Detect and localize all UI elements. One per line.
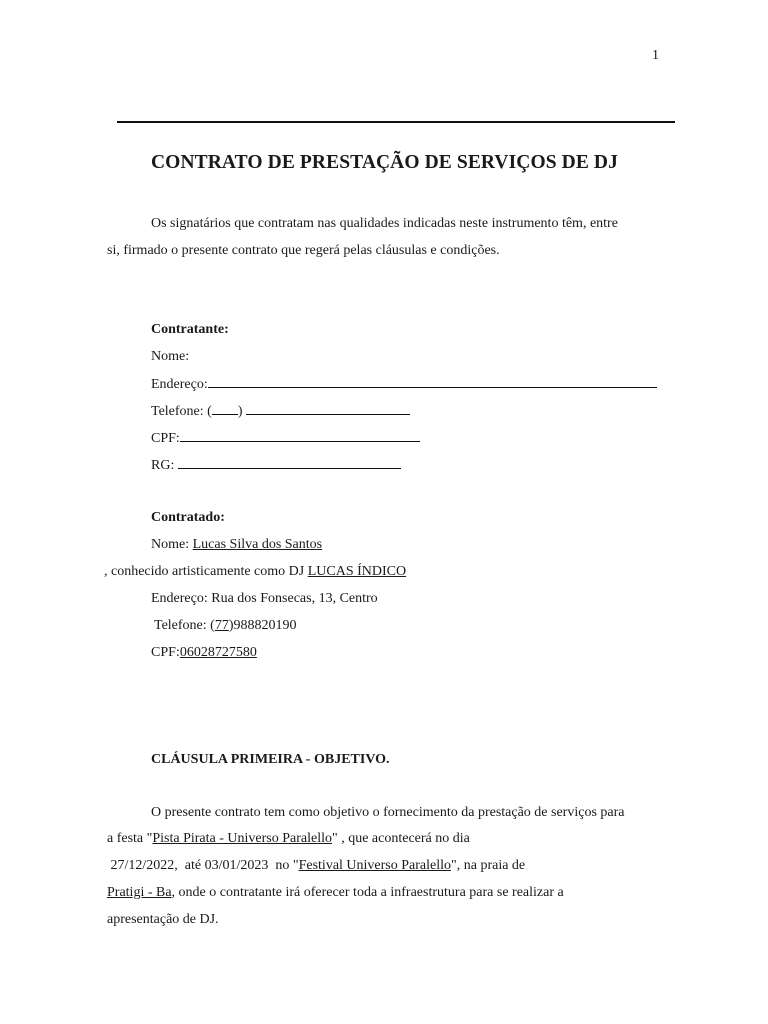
clausula-line-1: O presente contrato tem como objetivo o fornecimento da prestação de serviços para bbox=[151, 805, 625, 820]
endereco-blank-line bbox=[208, 375, 657, 388]
clausula-line-5: apresentação de DJ. bbox=[107, 912, 219, 927]
clausula-line-3 bbox=[107, 857, 525, 875]
telefone-blank-line bbox=[246, 402, 410, 415]
intro-line-2: si, firmado o presente contrato que regerá pelas cláusulas e condições. bbox=[107, 243, 500, 258]
contratado-telefone bbox=[154, 617, 297, 635]
contratante-cpf bbox=[151, 429, 420, 448]
contratado-endereco bbox=[151, 590, 378, 608]
artistic-name: LUCAS ÍNDICO bbox=[307, 564, 407, 579]
line2-suffix: " , que acontecerá no dia bbox=[332, 831, 470, 846]
clausula-primeira-heading: CLÁUSULA PRIMEIRA - OBJETIVO. bbox=[151, 752, 390, 767]
header-rule bbox=[117, 121, 675, 123]
contratado-cpf-value: 06028727580 bbox=[179, 645, 257, 660]
contratante-heading: Contratante: bbox=[151, 322, 229, 337]
contratado-endereco-value: Rua dos Fonsecas, 13, Centro bbox=[211, 591, 378, 606]
contratante-rg-label: RG: bbox=[151, 458, 178, 473]
rg-blank-line bbox=[178, 456, 401, 469]
contratado-endereco-label: Endereço: bbox=[151, 591, 212, 606]
place-name: Pratigi - Ba bbox=[107, 885, 172, 900]
line3-suffix: ", na praia de bbox=[451, 858, 526, 873]
contratante-telefone-label: Telefone: ( bbox=[151, 404, 212, 419]
contratante-rg bbox=[151, 456, 401, 475]
contratante-telefone-mid: ) bbox=[237, 404, 246, 419]
contratante-telefone bbox=[151, 402, 410, 421]
contratado-cpf-label: CPF: bbox=[151, 645, 180, 660]
telefone-ddd-blank bbox=[212, 402, 238, 415]
contratado-nome-label: Nome: bbox=[151, 537, 193, 552]
clausula-line-2 bbox=[107, 830, 470, 848]
contratado-telefone-label: Telefone: ( bbox=[154, 618, 215, 633]
page-number: 1 bbox=[652, 48, 659, 63]
artistic-prefix: , conhecido artisticamente como DJ bbox=[104, 564, 308, 579]
contratado-telefone-ddd: 77 bbox=[214, 618, 229, 633]
contratado-telefone-number: )988820190 bbox=[228, 618, 297, 633]
contratante-nome bbox=[151, 348, 189, 366]
contratante-endereco-label: Endereço: bbox=[151, 377, 208, 392]
contratante-cpf-label: CPF: bbox=[151, 431, 180, 446]
contratado-nome bbox=[151, 536, 322, 554]
contratado-cpf bbox=[151, 644, 257, 662]
festa-name: Pista Pirata - Universo Paralello bbox=[152, 831, 332, 846]
line4-suffix: , onde o contratante irá oferecer toda a infraestrutura para se realizar a bbox=[171, 885, 564, 900]
document-title: CONTRATO DE PRESTAÇÃO DE SERVIÇOS DE DJ bbox=[151, 152, 618, 173]
intro-line-1: Os signatários que contratam nas qualidades indicadas neste instrumento têm, entre bbox=[151, 216, 618, 231]
contratado-artistic bbox=[104, 563, 406, 581]
clausula-line-4 bbox=[107, 884, 564, 902]
contratado-heading: Contratado: bbox=[151, 510, 225, 525]
line3-prefix: 27/12/2022, até 03/01/2023 no " bbox=[107, 858, 299, 873]
festival-name: Festival Universo Paralello bbox=[298, 858, 452, 873]
contratante-nome-label: Nome: bbox=[151, 349, 190, 364]
contratado-nome-value: Lucas Silva dos Santos bbox=[192, 537, 323, 552]
line2-prefix: a festa " bbox=[107, 831, 153, 846]
cpf-blank-line bbox=[180, 429, 420, 442]
contratante-endereco bbox=[151, 375, 657, 394]
